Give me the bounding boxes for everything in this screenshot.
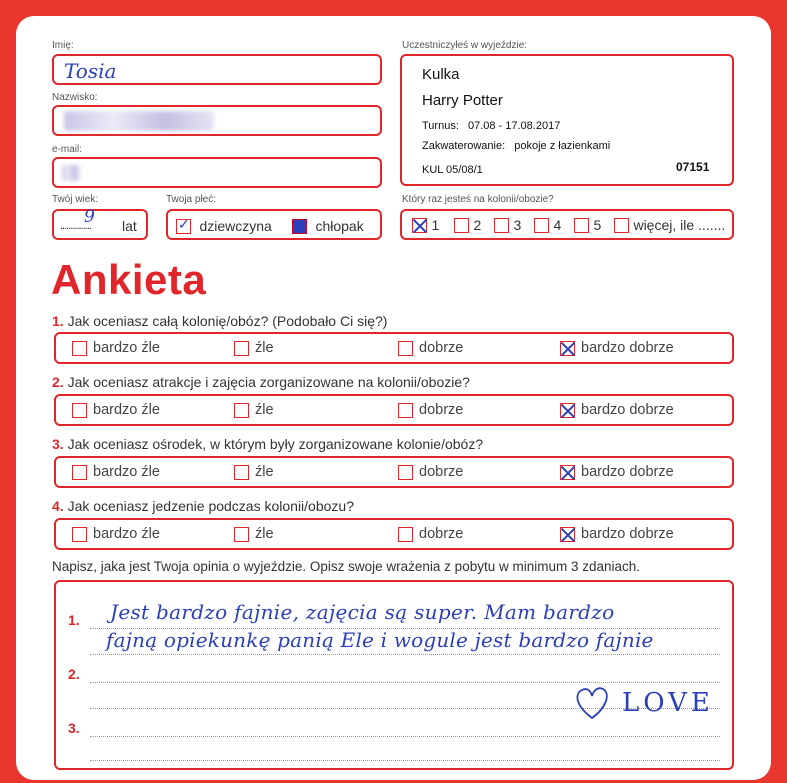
email-label: e-mail: [52, 144, 83, 155]
name-value: Tosia [64, 59, 117, 83]
q2-opt-very-bad[interactable] [72, 402, 160, 418]
q4-opt-very-good[interactable] [560, 526, 674, 542]
dotted-line [90, 736, 720, 737]
q2-label-good: dobrze [419, 402, 464, 418]
trip-name-2: Harry Potter [422, 92, 503, 109]
surname-redaction [64, 111, 214, 131]
times-option-3[interactable] [494, 217, 521, 235]
dotted-line [90, 682, 720, 683]
q1-checkbox-good[interactable] [398, 341, 413, 356]
gender-girl-label: dziewczyna [199, 218, 272, 234]
gender-boy-label: chłopak [315, 218, 364, 234]
q3-opt-very-bad[interactable] [72, 464, 160, 480]
q3-label-bad: źle [255, 464, 274, 480]
question-1-text: Jak oceniasz całą kolonię/obóz? (Podobało Ci się?) [67, 313, 388, 329]
q4-opt-very-bad[interactable] [72, 526, 160, 542]
times-label-2: 2 [473, 217, 482, 233]
question-1-answers [54, 332, 734, 364]
q3-opt-very-good[interactable] [560, 464, 674, 480]
question-2 [52, 374, 470, 390]
email-redaction [62, 165, 80, 181]
q1-label-bad: źle [255, 340, 274, 356]
trip-name-1: Kulka [422, 66, 460, 83]
question-3-number: 3. [52, 436, 64, 452]
turnus-value: 07.08 - 17.08.2017 [467, 120, 561, 132]
question-3 [52, 436, 483, 452]
turnus-label: Turnus: [422, 120, 459, 132]
q4-label-very-bad: bardzo źle [93, 526, 160, 542]
age-unit: lat [122, 218, 137, 234]
q4-checkbox-very-good[interactable] [560, 527, 575, 542]
q2-opt-bad[interactable] [234, 402, 274, 418]
question-2-number: 2. [52, 374, 64, 390]
age-dots: ............... [60, 220, 91, 232]
q3-label-good: dobrze [419, 464, 464, 480]
times-checkbox-3[interactable] [494, 218, 509, 233]
question-2-text: Jak oceniasz atrakcje i zajęcia zorganizowane na kolonii/obozie? [67, 374, 470, 390]
question-4-text: Jak oceniasz jedzenie podczas kolonii/obozu? [67, 498, 354, 514]
q3-label-very-bad: bardzo źle [93, 464, 160, 480]
times-label: Który raz jesteś na kolonii/obozie? [402, 194, 554, 205]
times-checkbox-2[interactable] [454, 218, 469, 233]
age-label: Twój wiek: [52, 194, 99, 205]
times-option-4[interactable] [534, 217, 561, 235]
name-label: Imię: [52, 40, 74, 51]
question-3-answers [54, 456, 734, 488]
q4-opt-good[interactable] [398, 526, 463, 542]
q3-checkbox-bad[interactable] [234, 465, 249, 480]
gender-label: Twoja płeć: [166, 194, 217, 205]
q1-checkbox-very-bad[interactable] [72, 341, 87, 356]
q1-opt-very-good[interactable] [560, 340, 674, 356]
trip-number: 07151 [676, 160, 710, 174]
surname-label: Nazwisko: [52, 92, 98, 103]
times-option-2[interactable] [454, 217, 481, 235]
times-label-5: 5 [593, 217, 602, 233]
q2-opt-very-good[interactable] [560, 402, 674, 418]
q3-label-very-good: bardzo dobrze [581, 464, 674, 480]
question-4 [52, 498, 354, 514]
handwriting-line-1: Jest bardzo fajnie, zajęcia są super. Mam bardzo [110, 600, 615, 624]
opinion-textarea[interactable] [54, 580, 734, 770]
q3-checkbox-very-bad[interactable] [72, 465, 87, 480]
q1-label-very-good: bardzo dobrze [581, 340, 674, 356]
trip-info-box [400, 54, 734, 186]
times-checkbox-1[interactable] [412, 218, 427, 233]
q3-opt-good[interactable] [398, 464, 463, 480]
email-field[interactable] [52, 157, 382, 188]
name-field[interactable] [52, 54, 382, 85]
survey-title: Ankieta [51, 256, 207, 303]
times-checkbox-4[interactable] [534, 218, 549, 233]
q2-label-very-bad: bardzo źle [93, 402, 160, 418]
age-value: 9 [84, 207, 95, 227]
times-checkbox-5[interactable] [574, 218, 589, 233]
q4-checkbox-good[interactable] [398, 527, 413, 542]
love-text: LOVE [622, 688, 714, 718]
times-option-more[interactable] [614, 217, 725, 235]
heart-icon [572, 682, 612, 722]
times-option-1[interactable] [412, 217, 439, 235]
q2-label-very-good: bardzo dobrze [581, 402, 674, 418]
accommodation-label: Zakwaterowanie: [422, 140, 506, 152]
age-field[interactable] [52, 209, 148, 240]
line-number-2: 2. [68, 666, 80, 682]
accommodation-value: pokoje z łazienkami [514, 140, 611, 152]
survey-form-sheet [16, 16, 771, 780]
q4-label-good: dobrze [419, 526, 464, 542]
dotted-line [90, 760, 720, 761]
times-option-5[interactable] [574, 217, 601, 235]
q2-checkbox-good[interactable] [398, 403, 413, 418]
q3-opt-bad[interactable] [234, 464, 274, 480]
handwriting-line-2: fajną opiekunkę panią Ele i wogule jest bardzo fajnie [106, 628, 654, 652]
question-4-answers [54, 518, 734, 550]
q4-label-very-good: bardzo dobrze [581, 526, 674, 542]
q4-opt-bad[interactable] [234, 526, 274, 542]
trip-code: KUL 05/08/1 [422, 164, 483, 176]
times-checkbox-more[interactable] [614, 218, 629, 233]
q4-checkbox-bad[interactable] [234, 527, 249, 542]
q1-label-very-bad: bardzo źle [93, 340, 160, 356]
q2-opt-good[interactable] [398, 402, 463, 418]
line-number-3: 3. [68, 720, 80, 736]
question-2-answers [54, 394, 734, 426]
dotted-line [90, 654, 720, 655]
times-label-3: 3 [513, 217, 522, 233]
trip-label: Uczestniczyłeś w wyjeździe: [402, 40, 528, 51]
gender-girl-option[interactable] [176, 218, 272, 236]
q1-opt-very-bad[interactable] [72, 340, 160, 356]
question-1 [52, 313, 387, 329]
surname-field[interactable] [52, 105, 382, 136]
question-4-number: 4. [52, 498, 64, 514]
opinion-prompt: Napisz, jaka jest Twoja opinia o wyjeździe. Opisz swoje wrażenia z pobytu w minimum 3 zdaniach. [52, 559, 641, 574]
gender-boy-checkbox[interactable] [292, 219, 307, 234]
q2-checkbox-very-bad[interactable] [72, 403, 87, 418]
q1-label-good: dobrze [419, 340, 464, 356]
q4-checkbox-very-bad[interactable] [72, 527, 87, 542]
q1-opt-bad[interactable] [234, 340, 274, 356]
q4-label-bad: źle [255, 526, 274, 542]
q3-checkbox-very-good[interactable] [560, 465, 575, 480]
q2-checkbox-bad[interactable] [234, 403, 249, 418]
q1-checkbox-bad[interactable] [234, 341, 249, 356]
q1-checkbox-very-good[interactable] [560, 341, 575, 356]
question-3-text: Jak oceniasz ośrodek, w którym były zorganizowane kolonie/obóz? [67, 436, 484, 452]
question-1-number: 1. [52, 313, 64, 329]
gender-girl-checkbox[interactable] [176, 219, 191, 234]
line-number-1: 1. [68, 612, 80, 628]
gender-field [166, 209, 382, 240]
q1-opt-good[interactable] [398, 340, 463, 356]
times-label-more: więcej, ile ....... [633, 217, 726, 233]
q3-checkbox-good[interactable] [398, 465, 413, 480]
times-label-1: 1 [431, 217, 440, 233]
gender-boy-option[interactable] [292, 218, 364, 236]
q2-label-bad: źle [255, 402, 274, 418]
times-field [400, 209, 734, 240]
q2-checkbox-very-good[interactable] [560, 403, 575, 418]
times-label-4: 4 [553, 217, 562, 233]
